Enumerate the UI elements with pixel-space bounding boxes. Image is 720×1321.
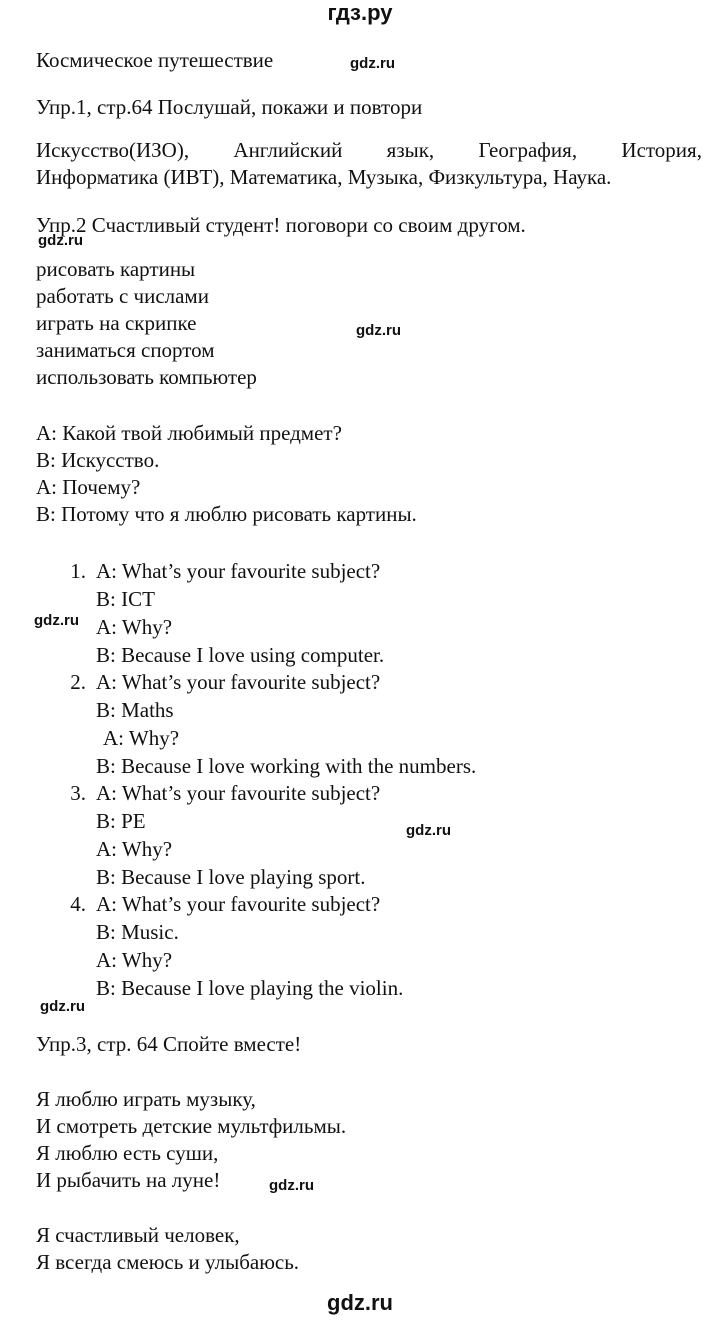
ex3-heading: Упр.3, стр. 64 Спойте вместе! <box>36 1032 302 1056</box>
watermark: gdz.ru <box>40 998 85 1015</box>
song-line: И смотреть детские мультфильмы. <box>36 1114 347 1138</box>
song-line: Я люблю есть суши, <box>36 1141 219 1165</box>
item-line: B: Because I love working with the numbers. <box>96 754 477 778</box>
ex1-word: География, <box>478 138 578 162</box>
ex2-phrase: заниматься спортом <box>36 338 215 362</box>
item-line: A: Why? <box>96 837 173 861</box>
item-line: A: Why? <box>96 615 173 639</box>
ex1-word: Искусство(ИЗО), <box>36 138 190 162</box>
item-number: 3. <box>70 781 86 805</box>
watermark: gdz.ru <box>269 1177 314 1194</box>
item-line: A: Why? <box>96 948 173 972</box>
ex2-dialogue-line: A: Почему? <box>36 475 141 499</box>
item-line: A: What’s your favourite subject? <box>96 670 381 694</box>
watermark: gdz.ru <box>38 232 83 249</box>
item-number: 2. <box>70 670 86 694</box>
ex2-phrase: играть на скрипке <box>36 311 197 335</box>
item-line: A: What’s your favourite subject? <box>96 781 381 805</box>
ex1-heading: Упр.1, стр.64 Послушай, покажи и повтори <box>36 95 423 119</box>
site-footer: gdz.ru <box>327 1290 393 1315</box>
item-line: B: Music. <box>96 920 179 944</box>
item-line: B: Because I love using computer. <box>96 643 385 667</box>
watermark: gdz.ru <box>34 612 79 629</box>
watermark: gdz.ru <box>350 55 395 72</box>
item-line: B: Maths <box>96 698 174 722</box>
ex2-phrase: использовать компьютер <box>36 365 257 389</box>
song-line: Я счастливый человек, <box>36 1223 240 1247</box>
ex2-heading: Упр.2 Счастливый студент! поговори со своим другом. <box>36 213 526 237</box>
song-line: Я всегда смеюсь и улыбаюсь. <box>36 1250 300 1274</box>
item-number: 1. <box>70 559 86 583</box>
song-line: И рыбачить на луне! <box>36 1168 221 1192</box>
item-line: B: Because I love playing the violin. <box>96 976 404 1000</box>
ex2-dialogue-line: B: Потому что я люблю рисовать картины. <box>36 502 417 526</box>
ex2-phrase: рисовать картины <box>36 257 196 281</box>
ex1-word: язык, <box>386 138 435 162</box>
watermark: gdz.ru <box>406 822 451 839</box>
item-number: 4. <box>70 892 86 916</box>
ex2-dialogue-line: A: Какой твой любимый предмет? <box>36 421 342 445</box>
item-line: B: ICT <box>96 587 155 611</box>
ex2-dialogue-line: B: Искусство. <box>36 448 160 472</box>
ex1-word: Английский <box>233 138 343 162</box>
ex1-word: История, <box>621 138 702 162</box>
item-line: A: Why? <box>103 726 180 750</box>
site-header: гдз.ру <box>327 0 393 25</box>
ex1-subjects-line2: Информатика (ИВТ), Математика, Музыка, Физкультура, Наука. <box>36 165 612 189</box>
item-line: B: PE <box>96 809 146 833</box>
song-line: Я люблю играть музыку, <box>36 1087 256 1111</box>
item-line: A: What’s your favourite subject? <box>96 892 381 916</box>
ex1-subjects-line1 <box>36 137 702 164</box>
ex2-phrase: работать с числами <box>36 284 209 308</box>
item-line: A: What’s your favourite subject? <box>96 559 381 583</box>
page-title: Космическое путешествие <box>36 48 274 72</box>
item-line: B: Because I love playing sport. <box>96 865 366 889</box>
watermark: gdz.ru <box>356 322 401 339</box>
